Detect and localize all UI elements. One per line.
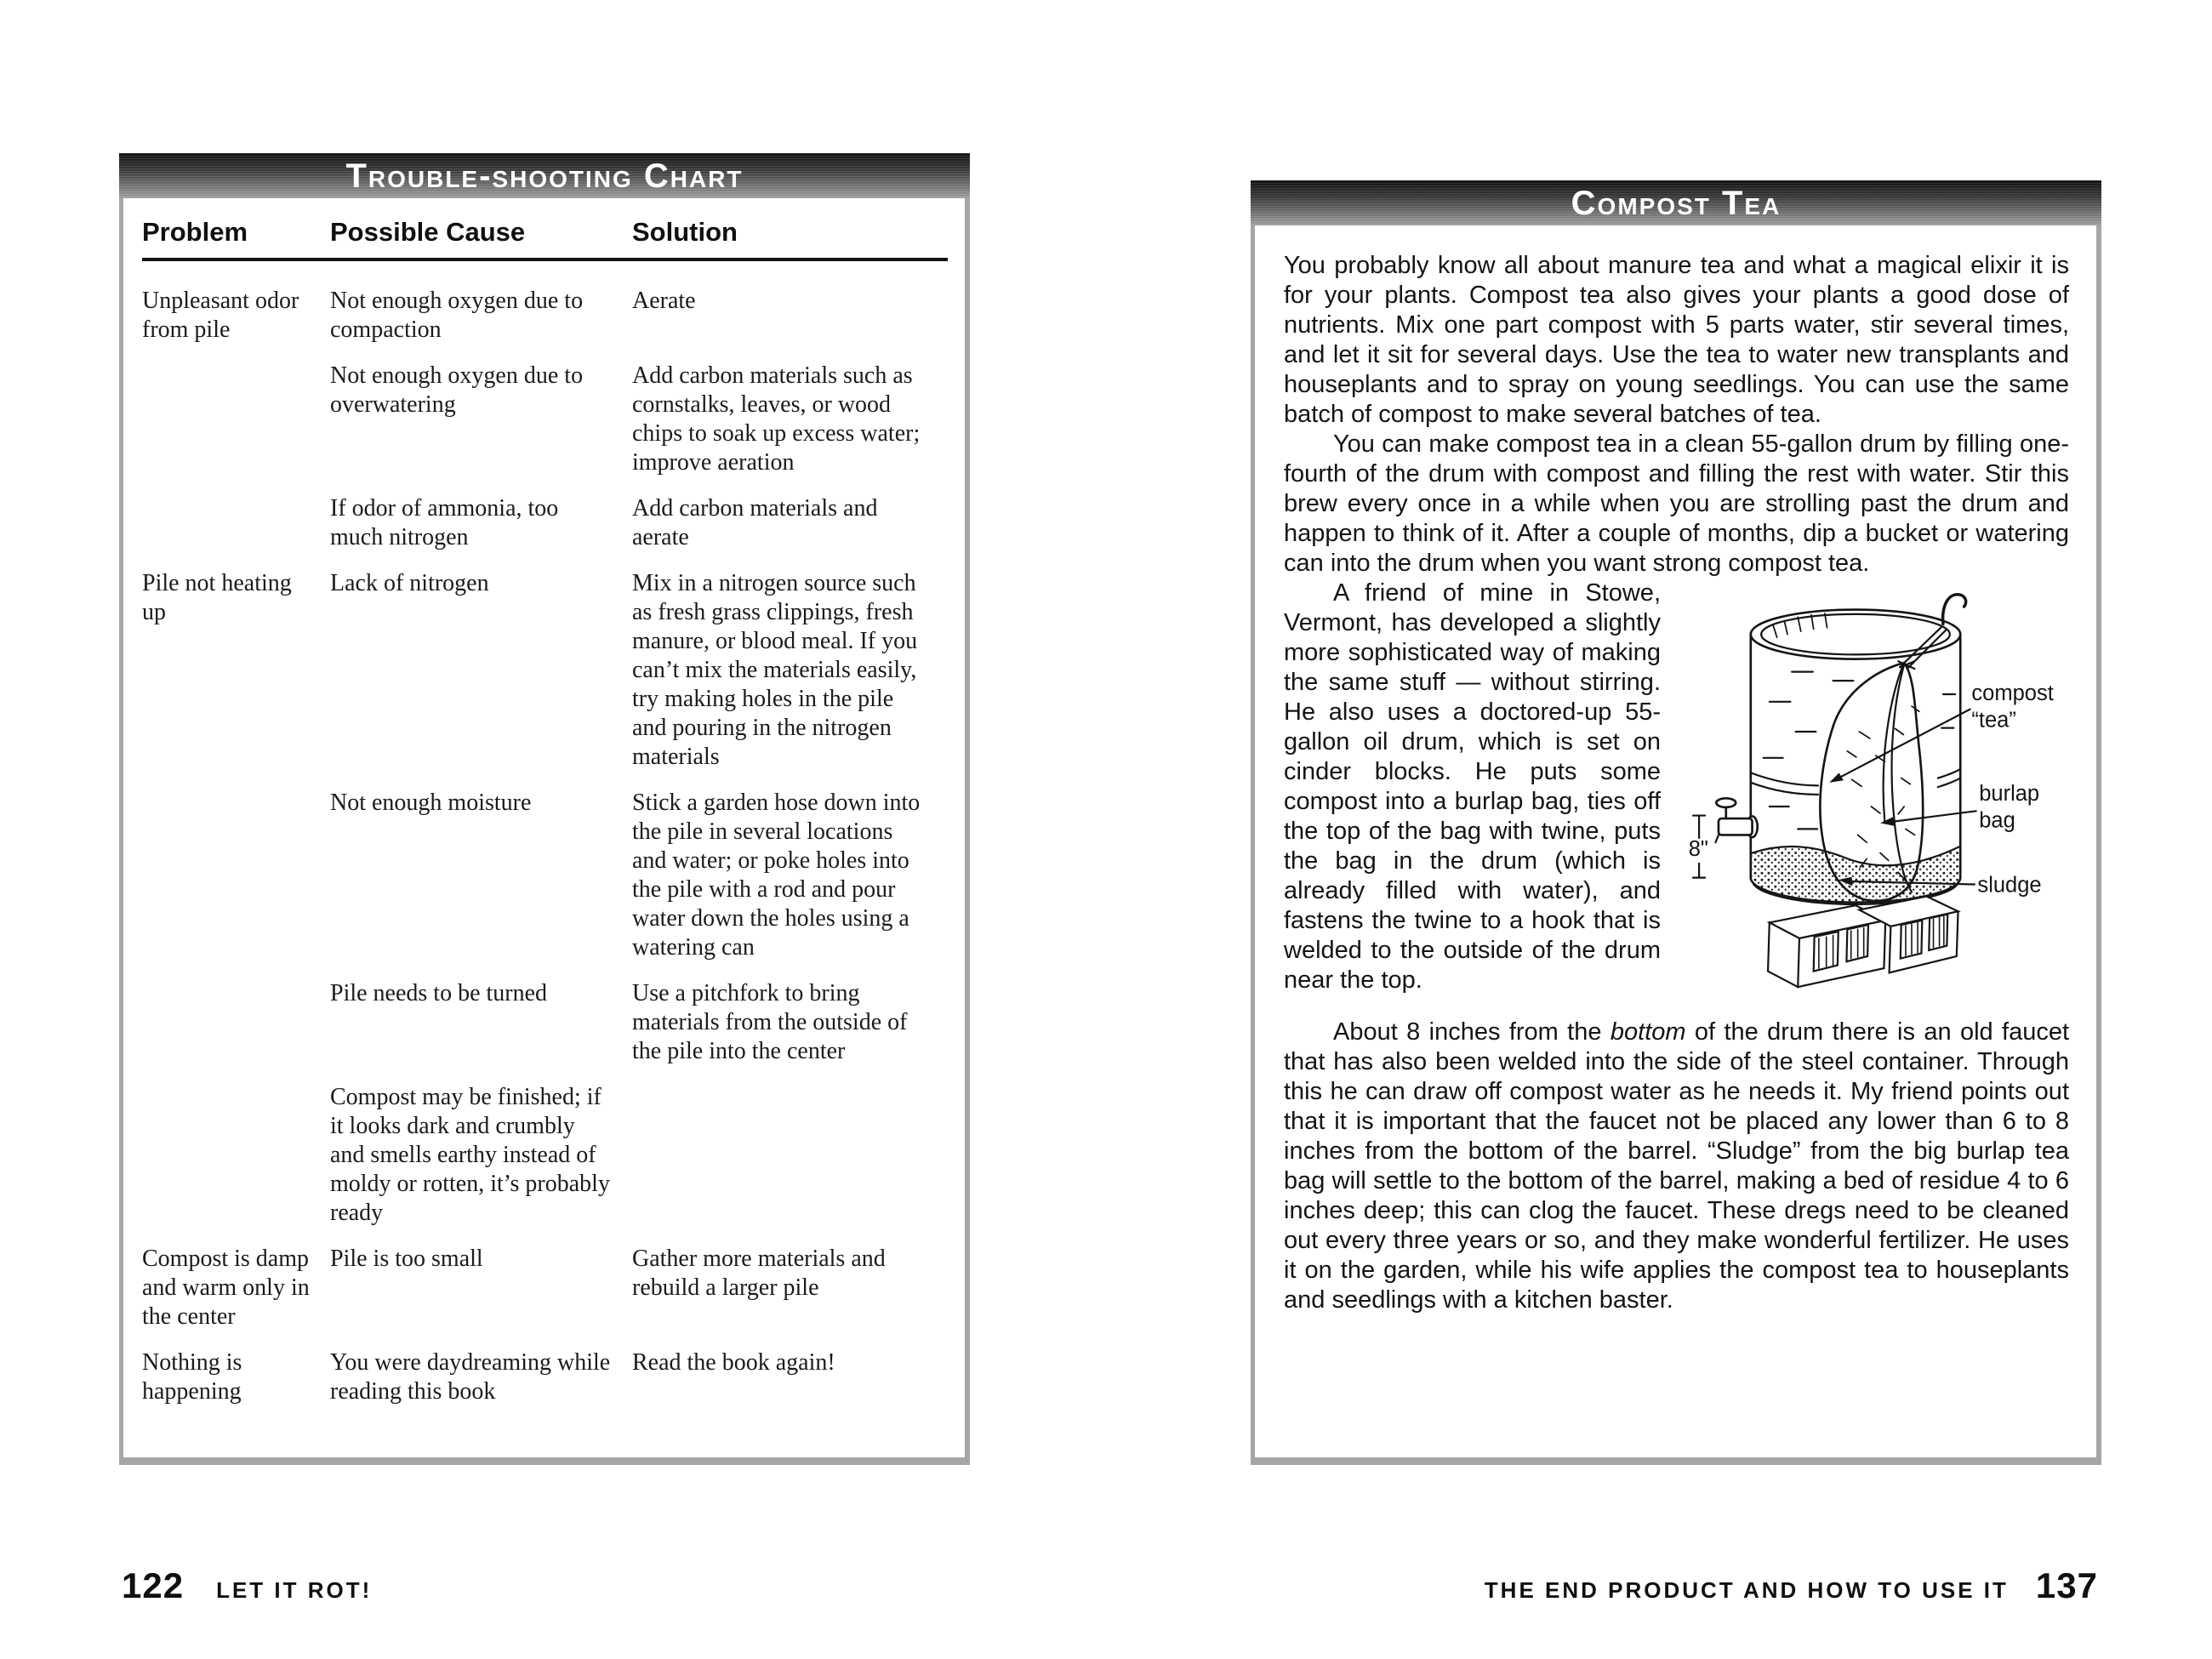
table-row xyxy=(142,789,949,962)
compost-tea-header-band xyxy=(1251,180,2101,225)
cause-cell: Pile needs to be turned xyxy=(330,980,548,1006)
troubleshooting-table xyxy=(119,198,970,1465)
label-compost-tea-line2: “tea” xyxy=(1971,708,2016,733)
book-title-running-head: LET IT ROT! xyxy=(216,1577,373,1603)
problem-cell xyxy=(142,979,330,1066)
problem-cell xyxy=(142,362,330,477)
troubleshooting-chart-panel xyxy=(119,153,970,1465)
chart-title: Trouble-shooting Chart xyxy=(345,157,744,195)
label-burlap-line1: burlap xyxy=(1979,781,2040,806)
table-row xyxy=(142,1348,949,1406)
cause-cell: You were daydreaming while reading this book xyxy=(330,1349,611,1405)
solution-cell: Read the book again! xyxy=(632,1349,835,1376)
paragraph-with-figure xyxy=(1284,579,2069,995)
table-row xyxy=(142,287,949,345)
problem-cell: Pile not heating up xyxy=(142,570,292,625)
cause-cell: Not enough oxygen due to overwatering xyxy=(330,362,584,418)
paragraph-text: A friend of mine in Stowe, Vermont, has developed a slightly more sophisticated way of making the same stuff — without stirring. He also uses a doctored-up 55-gallon oil drum, which is set on cinder blocks. He puts some compost into a burlap bag, ties off the top of the bag with twine, puts the bag in the drum (which is already filled with water), and fastens the twine to a hook that is welded to the outside of the drum near the top. xyxy=(1284,579,1661,994)
table-row xyxy=(142,569,949,772)
compost-tea-drum-figure xyxy=(1679,582,2069,1012)
cinder-blocks xyxy=(1768,897,1958,987)
left-page-number: 122 xyxy=(122,1565,185,1605)
problem-cell xyxy=(142,789,330,962)
compost-tea-body xyxy=(1251,225,2101,1465)
label-compost-tea-line1: compost xyxy=(1971,681,2054,706)
right-page-footer xyxy=(1485,1565,2098,1606)
paragraph-text: About 8 inches from the xyxy=(1333,1018,1611,1046)
solution-cell: Mix in a nitrogen source such as fresh grass clippings, fresh manure, or blood meal. If you can’t mix the materials easily, try making holes in the pile and pouring in the nitrogen materials xyxy=(632,570,918,770)
problem-cell: Compost is damp and warm only in the center xyxy=(142,1246,310,1330)
paragraph xyxy=(1284,1018,2069,1315)
problem-cell xyxy=(142,1083,330,1228)
right-page-number: 137 xyxy=(2035,1565,2098,1605)
cause-cell: Not enough oxygen due to compaction xyxy=(330,288,584,343)
column-header-solution: Solution xyxy=(632,217,738,247)
chapter-title-running-head: THE END PRODUCT AND HOW TO USE IT xyxy=(1484,1577,2009,1603)
label-burlap-line2: bag xyxy=(1979,808,2015,833)
column-header-possible-cause: Possible Cause xyxy=(330,217,526,247)
table-row xyxy=(142,494,949,552)
table-row xyxy=(142,1245,949,1331)
cause-cell: Compost may be finished; if it looks dark and crumbly and smells earthy instead of moldy or rotten, it’s probably ready xyxy=(330,1084,610,1226)
solution-cell: Add carbon materials and aerate xyxy=(632,495,878,550)
cause-cell: Not enough moisture xyxy=(330,790,532,816)
paragraph-text: of the drum there is an old faucet that has also been welded into the side of the steel container. Through this he can draw off compost water as he needs it. My friend points out that it is important that the faucet not be placed any lower than 6 to 8 inches from the bottom of the barrel. “Sludge” from the big burlap tea bag will settle to the bottom of the barrel, making a bed of residue 4 to 6 inches deep; this can clog the faucet. These dregs need to be cleaned out every three years or so, and they make wonderful fertilizer. He uses it on the garden, while his wife applies the compost tea to houseplants and seedlings with a kitchen baster. xyxy=(1284,1018,2070,1314)
label-dimension-8in: 8" xyxy=(1688,837,1709,862)
header-rule xyxy=(142,258,948,261)
cause-cell: Lack of nitrogen xyxy=(330,570,489,596)
table-row xyxy=(142,979,949,1066)
solution-cell: Use a pitchfork to bring materials from the outside of the pile into the center xyxy=(632,980,908,1064)
cause-cell: If odor of ammonia, too much nitrogen xyxy=(330,495,559,550)
paragraph: You probably know all about manure tea and what a magical elixir it is for your plants. Compost tea also gives your plants a good dose of nutrients. Mix one part compost with 5 parts water, stir several times, and let it sit for several days. Use the tea to water new transplants and houseplants and to spray on young seedlings. You can use the same batch of compost to make several batches of tea. xyxy=(1284,252,2069,428)
solution-cell: Gather more materials and rebuild a larger pile xyxy=(632,1246,886,1301)
label-sludge: sludge xyxy=(1977,873,2042,898)
compost-tea-panel xyxy=(1251,180,2101,1465)
table-row xyxy=(142,362,949,477)
problem-cell: Unpleasant odor from pile xyxy=(142,288,299,343)
solution-cell: Stick a garden hose down into the pile in several locations and water; or poke holes into the pile with a rod and pour water down the holes using a watering can xyxy=(632,790,921,961)
chart-header-band xyxy=(119,153,970,198)
table-header-row xyxy=(142,217,949,248)
paragraph: You can make compost tea in a clean 55-gallon drum by filling one-fourth of the drum with compost and filling the rest with water. Stir this brew every once in a while when you are strolling past the drum and happen to think of it. After a couple of months, dip a bucket or watering can into the drum when you want strong compost tea. xyxy=(1284,430,2069,577)
hook-and-twine xyxy=(1901,595,1966,669)
solution-cell: Aerate xyxy=(632,288,696,314)
solution-cell xyxy=(632,1083,949,1228)
drum-illustration xyxy=(1679,582,2069,1012)
italic-word: bottom xyxy=(1610,1018,1686,1046)
table-row xyxy=(142,1083,949,1228)
solution-cell: Add carbon materials such as cornstalks, leaves, or wood chips to soak up excess water; improve aeration xyxy=(632,362,921,476)
cause-cell: Pile is too small xyxy=(330,1246,483,1272)
compost-tea-title: Compost Tea xyxy=(1571,184,1782,222)
problem-cell xyxy=(142,494,330,552)
column-header-problem: Problem xyxy=(142,217,248,247)
problem-cell: Nothing is happening xyxy=(142,1349,242,1405)
left-page-footer xyxy=(122,1565,372,1606)
